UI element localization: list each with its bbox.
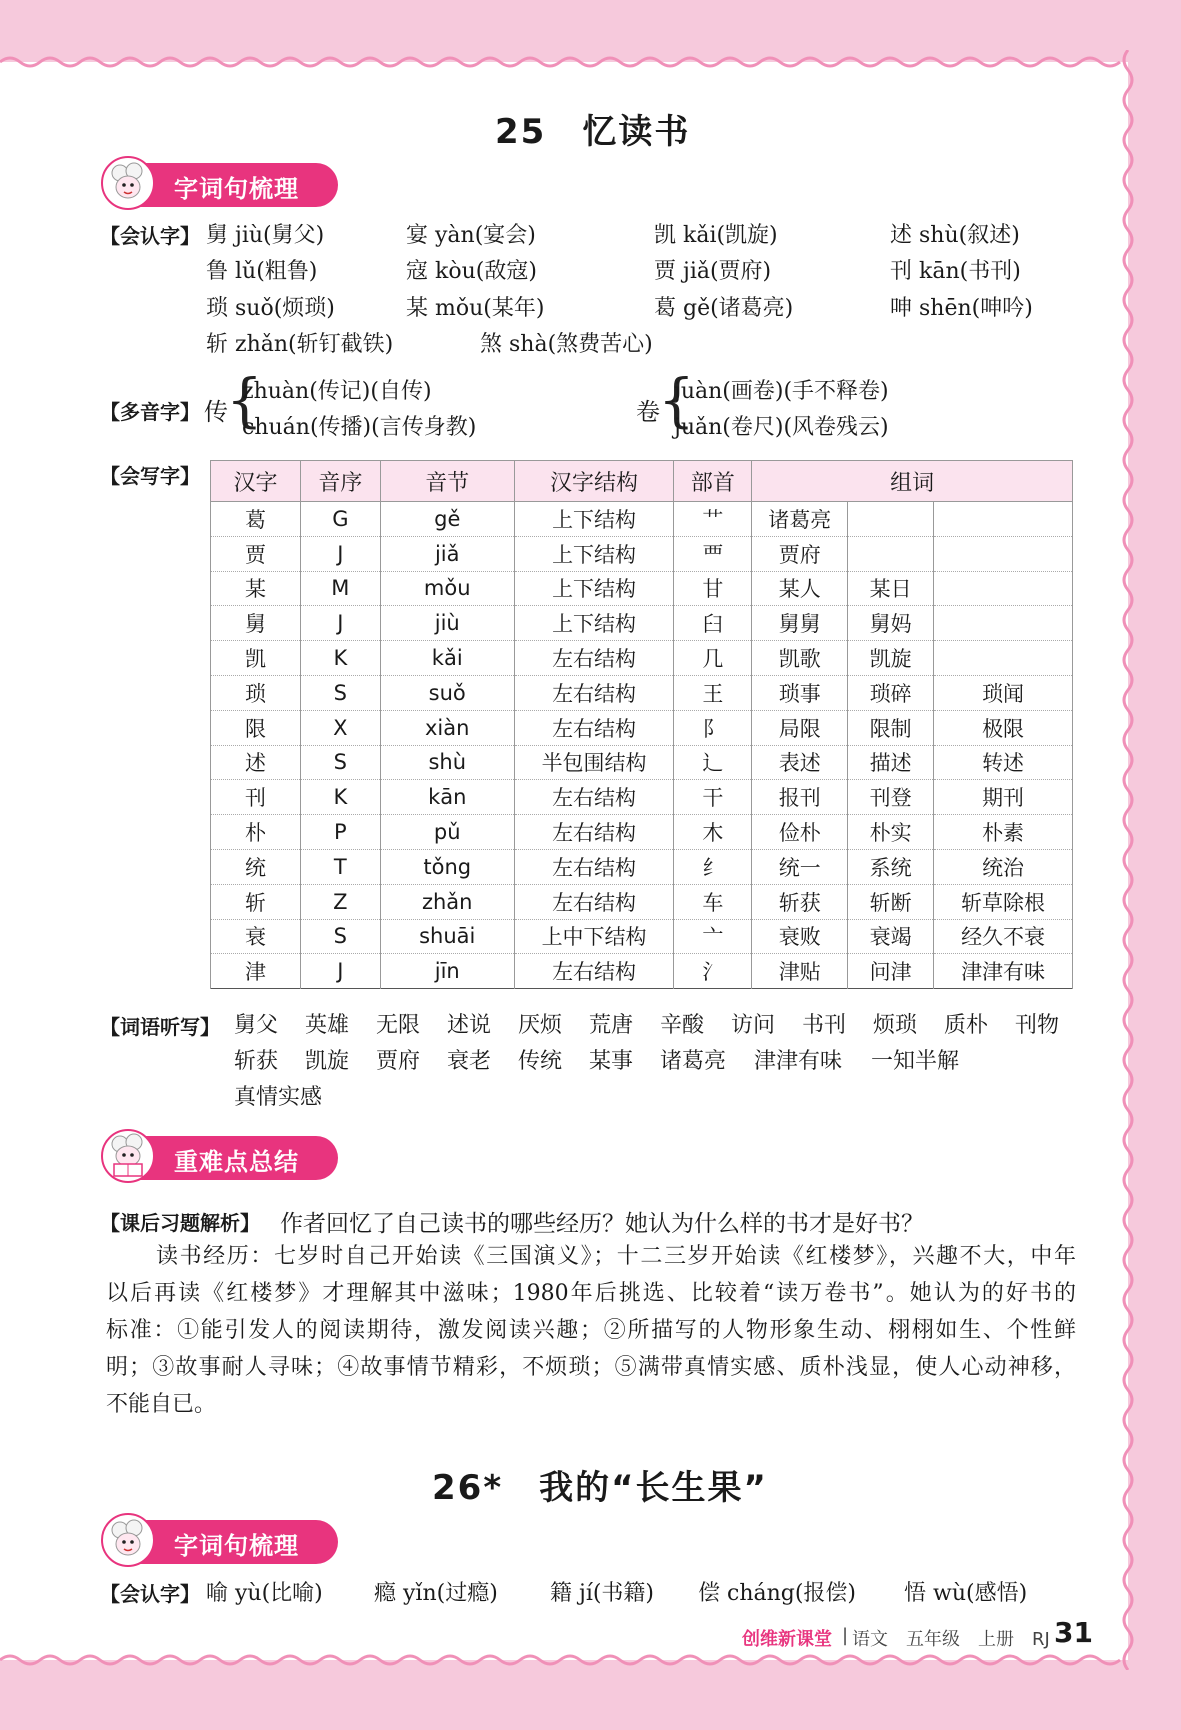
table-cell: 上中下结构	[514, 919, 674, 954]
table-cell: 津	[211, 954, 301, 989]
table-cell: 凯	[211, 641, 301, 676]
table-cell: 半包围结构	[514, 745, 674, 780]
recognize-item: 凯 kǎi(凯旋)	[654, 223, 778, 248]
page-number: 31	[1054, 1616, 1093, 1649]
brace-icon: {	[226, 366, 263, 434]
recognize-item: 呻 shēn(呻吟)	[890, 296, 1033, 321]
table-header-cell: 部首	[674, 461, 752, 502]
table-cell: K	[300, 641, 380, 676]
recognize-item: 偿 cháng(报偿)	[698, 1581, 857, 1606]
table-cell: 斩获	[752, 884, 848, 919]
table-cell: mǒu	[380, 571, 514, 606]
table-header-row	[211, 461, 1073, 502]
table-cell: jiù	[380, 606, 514, 641]
dictation-word: 诸葛亮	[660, 1049, 727, 1074]
dictation-word: 刊物	[1015, 1013, 1060, 1038]
table-cell: 诸葛亮	[752, 502, 848, 537]
recognize-item: 悟 wù(感悟)	[904, 1581, 1028, 1606]
table-cell: pǔ	[380, 815, 514, 850]
table-cell: tǒng	[380, 849, 514, 884]
table-cell: 亠	[674, 919, 752, 954]
table-cell: S	[300, 745, 380, 780]
table-cell: 甘	[674, 571, 752, 606]
recognize-item: 瘾 yǐn(过瘾)	[374, 1581, 498, 1606]
wavy-border-top	[0, 52, 1181, 72]
table-cell: 报刊	[752, 780, 848, 815]
table-cell: 左右结构	[514, 815, 674, 850]
table-cell: shuāi	[380, 919, 514, 954]
table-cell: kǎi	[380, 641, 514, 676]
section-banner-vocabulary-26	[108, 1520, 338, 1564]
table-cell: Z	[300, 884, 380, 919]
table-cell: 斩断	[848, 884, 934, 919]
table-cell: 衰	[211, 919, 301, 954]
table-header-cell: 音节	[380, 461, 514, 502]
table-row	[211, 954, 1073, 989]
banner-label: 重难点总结	[174, 1148, 299, 1176]
wavy-border-bottom	[0, 1650, 1181, 1670]
dictation-word: 荒唐	[589, 1013, 634, 1038]
answer-line: 明；③故事耐人寻味；④故事情节精彩，不烦琐；⑤满带真情实感、质朴浅显，使人心动神移，	[106, 1355, 1076, 1380]
polyphone-char: 传	[204, 398, 228, 426]
table-cell: jīn	[380, 954, 514, 989]
table-cell: 朴素	[934, 815, 1073, 850]
banner-label: 字词句梳理	[174, 175, 299, 203]
table-cell: J	[300, 606, 380, 641]
table-cell: 俭朴	[752, 815, 848, 850]
table-cell: 左右结构	[514, 780, 674, 815]
table-cell: 局限	[752, 710, 848, 745]
table-cell: 葛	[211, 502, 301, 537]
table-cell: G	[300, 502, 380, 537]
table-cell: 舅舅	[752, 606, 848, 641]
table-cell	[934, 641, 1073, 676]
table-cell: 左右结构	[514, 849, 674, 884]
table-row	[211, 502, 1073, 537]
table-cell: 纟	[674, 849, 752, 884]
footer-brand: 创维新课堂	[742, 1629, 832, 1650]
table-cell: 某人	[752, 571, 848, 606]
recognize-item: 斩 zhǎn(斩钉截铁)	[206, 332, 394, 357]
table-cell	[848, 502, 934, 537]
table-cell: 问津	[848, 954, 934, 989]
table-cell: 凯旋	[848, 641, 934, 676]
table-row	[211, 675, 1073, 710]
table-cell: 辶	[674, 745, 752, 780]
recognize-item: 籍 jí(书籍)	[550, 1581, 655, 1606]
table-cell: 斩草除根	[934, 884, 1073, 919]
table-cell: 几	[674, 641, 752, 676]
table-cell: 琐碎	[848, 675, 934, 710]
dictation-word: 质朴	[944, 1013, 989, 1038]
table-row	[211, 884, 1073, 919]
table-cell: 干	[674, 780, 752, 815]
section-banner-vocabulary	[108, 163, 338, 207]
table-cell: 限	[211, 710, 301, 745]
table-cell: 上下结构	[514, 571, 674, 606]
table-header-cell: 汉字	[211, 461, 301, 502]
table-cell: suǒ	[380, 675, 514, 710]
sheep-mascot-icon	[100, 1512, 156, 1568]
table-cell: S	[300, 675, 380, 710]
table-cell: S	[300, 919, 380, 954]
answer-line: 标准：①能引发人的阅读期待，激发阅读兴趣；②所描写的人物形象生动、栩栩如生、个性鲜	[106, 1318, 1076, 1343]
table-row	[211, 815, 1073, 850]
table-cell: 经久不衰	[934, 919, 1073, 954]
table-cell	[934, 536, 1073, 571]
table-cell: J	[300, 536, 380, 571]
lesson-26-title: 26* 我的“长生果”	[432, 1468, 768, 1508]
table-cell: xiàn	[380, 710, 514, 745]
dictation-word: 烦琐	[873, 1013, 918, 1038]
recognize-item: 煞 shà(煞费苦心)	[480, 332, 653, 357]
recognize-item: 舅 jiù(舅父)	[206, 223, 325, 248]
sheep-mascot-icon	[100, 155, 156, 211]
table-cell: 左右结构	[514, 675, 674, 710]
recognize-item: 寇 kòu(敌寇)	[406, 259, 537, 284]
table-cell: 系统	[848, 849, 934, 884]
table-cell: J	[300, 954, 380, 989]
table-cell: 限制	[848, 710, 934, 745]
table-row	[211, 571, 1073, 606]
recognize-label-26: 【会认字】	[100, 1582, 200, 1606]
table-cell: 述	[211, 745, 301, 780]
table-cell: 衰竭	[848, 919, 934, 954]
table-cell: 左右结构	[514, 710, 674, 745]
polyphone-reading: juǎn(卷尺)(风卷残云)	[674, 415, 889, 440]
answer-line: 读书经历：七岁时自己开始读《三国演义》；十二三岁开始读《红楼梦》，兴趣不大，中年	[156, 1244, 1076, 1269]
table-cell: 木	[674, 815, 752, 850]
table-cell: 朴	[211, 815, 301, 850]
table-cell: 贾府	[752, 536, 848, 571]
lesson-25-title: 25 忆读书	[495, 112, 691, 152]
dictation-word: 无限	[376, 1013, 421, 1038]
table-row	[211, 780, 1073, 815]
dictation-word: 真情实感	[234, 1085, 323, 1110]
table-cell: 斩	[211, 884, 301, 919]
table-cell	[934, 502, 1073, 537]
table-cell: 王	[674, 675, 752, 710]
table-cell: 舅	[211, 606, 301, 641]
write-characters-table	[210, 460, 1073, 989]
table-cell: 臼	[674, 606, 752, 641]
dictation-word: 舅父	[234, 1013, 279, 1038]
table-cell: 阝	[674, 710, 752, 745]
dictation-word: 传统	[518, 1049, 563, 1074]
table-header-cell: 汉字结构	[514, 461, 674, 502]
table-cell: 琐事	[752, 675, 848, 710]
table-cell	[934, 571, 1073, 606]
table-cell: 上下结构	[514, 536, 674, 571]
dictation-word: 书刊	[802, 1013, 847, 1038]
dictation-word: 辛酸	[660, 1013, 705, 1038]
footer-separator: |	[842, 1625, 849, 1646]
dictation-word: 英雄	[305, 1013, 350, 1038]
table-cell: 某日	[848, 571, 934, 606]
recognize-item: 葛 gě(诸葛亮)	[654, 296, 794, 321]
polyphone-reading: juàn(画卷)(手不释卷)	[674, 379, 889, 404]
table-cell: 左右结构	[514, 641, 674, 676]
table-cell	[848, 536, 934, 571]
table-cell: 凯歌	[752, 641, 848, 676]
wavy-border-right	[1118, 50, 1138, 1670]
table-cell: 上下结构	[514, 606, 674, 641]
table-cell: kān	[380, 780, 514, 815]
table-row	[211, 710, 1073, 745]
recognize-item: 某 mǒu(某年)	[406, 296, 545, 321]
table-cell: zhǎn	[380, 884, 514, 919]
table-cell: 极限	[934, 710, 1073, 745]
dictation-word: 津津有味	[754, 1049, 843, 1074]
table-row	[211, 536, 1073, 571]
recognize-item: 宴 yàn(宴会)	[406, 223, 536, 248]
dictation-word: 厌烦	[518, 1013, 563, 1038]
dictation-word: 一知半解	[871, 1049, 960, 1074]
table-cell: 表述	[752, 745, 848, 780]
table-cell: 津津有味	[934, 954, 1073, 989]
recognize-item: 琐 suǒ(烦琐)	[206, 296, 335, 321]
sheep-reading-mascot-icon	[100, 1128, 156, 1184]
polyphone-char: 卷	[636, 398, 660, 426]
polyphone-label: 【多音字】	[100, 400, 200, 424]
table-header-cell: 组词	[752, 461, 1073, 502]
table-cell: 贾	[211, 536, 301, 571]
table-cell: 朴实	[848, 815, 934, 850]
dictation-word: 某事	[589, 1049, 634, 1074]
table-cell: jiǎ	[380, 536, 514, 571]
table-cell: 左右结构	[514, 954, 674, 989]
dictation-word: 述说	[447, 1013, 492, 1038]
recognize-item: 喻 yù(比喻)	[206, 1581, 323, 1606]
table-row	[211, 745, 1073, 780]
table-cell: M	[300, 571, 380, 606]
answer-line: 不能自已。	[106, 1392, 217, 1417]
section-banner-key-points	[108, 1136, 338, 1180]
dictation-word: 衰老	[447, 1049, 492, 1074]
recognize-label: 【会认字】	[100, 224, 200, 248]
table-cell: shù	[380, 745, 514, 780]
table-cell: 舅妈	[848, 606, 934, 641]
table-cell: 琐	[211, 675, 301, 710]
table-cell: 氵	[674, 954, 752, 989]
dictation-word: 访问	[731, 1013, 776, 1038]
dictation-label: 【词语听写】	[100, 1015, 220, 1039]
table-cell: 艹	[674, 502, 752, 537]
table-cell: 统	[211, 849, 301, 884]
answer-line: 以后再读《红楼梦》才理解其中滋味；1980年后挑选、比较着“读万卷书”。她认为的好书的	[106, 1281, 1076, 1306]
table-cell: 车	[674, 884, 752, 919]
table-row	[211, 849, 1073, 884]
recognize-item: 贾 jiǎ(贾府)	[654, 259, 772, 284]
table-cell: 统治	[934, 849, 1073, 884]
exercise-label: 【课后习题解析】	[100, 1211, 260, 1235]
footer-info: 语文 五年级 上册 RJ	[852, 1629, 1050, 1650]
table-cell: 上下结构	[514, 502, 674, 537]
exercise-answer-cont	[106, 1275, 1076, 1423]
table-cell: 转述	[934, 745, 1073, 780]
table-cell: 刊登	[848, 780, 934, 815]
table-cell: 刊	[211, 780, 301, 815]
table-cell: 衰败	[752, 919, 848, 954]
table-cell	[934, 606, 1073, 641]
banner-label: 字词句梳理	[174, 1532, 299, 1560]
brace-icon: {	[658, 366, 695, 434]
dictation-word: 贾府	[376, 1049, 421, 1074]
table-cell: 琐闻	[934, 675, 1073, 710]
table-cell: T	[300, 849, 380, 884]
table-cell: P	[300, 815, 380, 850]
table-header-cell: 音序	[300, 461, 380, 502]
table-cell: 津贴	[752, 954, 848, 989]
recognize-item: 鲁 lǔ(粗鲁)	[206, 259, 318, 284]
table-cell: X	[300, 710, 380, 745]
dictation-word: 斩获	[234, 1049, 279, 1074]
recognize-item: 刊 kān(书刊)	[890, 259, 1021, 284]
table-row	[211, 606, 1073, 641]
dictation-word: 凯旋	[305, 1049, 350, 1074]
table-cell: gě	[380, 502, 514, 537]
table-cell: 期刊	[934, 780, 1073, 815]
exercise-answer	[106, 1238, 1076, 1275]
table-cell: 统一	[752, 849, 848, 884]
table-cell: 描述	[848, 745, 934, 780]
exercise-question: 作者回忆了自己读书的哪些经历？她认为什么样的书才是好书？	[280, 1211, 924, 1237]
polyphone-reading: zhuàn(传记)(自传)	[242, 379, 432, 404]
table-cell: 某	[211, 571, 301, 606]
table-cell: K	[300, 780, 380, 815]
polyphone-reading: chuán(传播)(言传身教)	[242, 415, 477, 440]
table-cell: 左右结构	[514, 884, 674, 919]
table-row	[211, 641, 1073, 676]
recognize-item: 述 shù(叙述)	[890, 223, 1020, 248]
table-row	[211, 919, 1073, 954]
table-cell: 覀	[674, 536, 752, 571]
write-label: 【会写字】	[100, 464, 200, 488]
